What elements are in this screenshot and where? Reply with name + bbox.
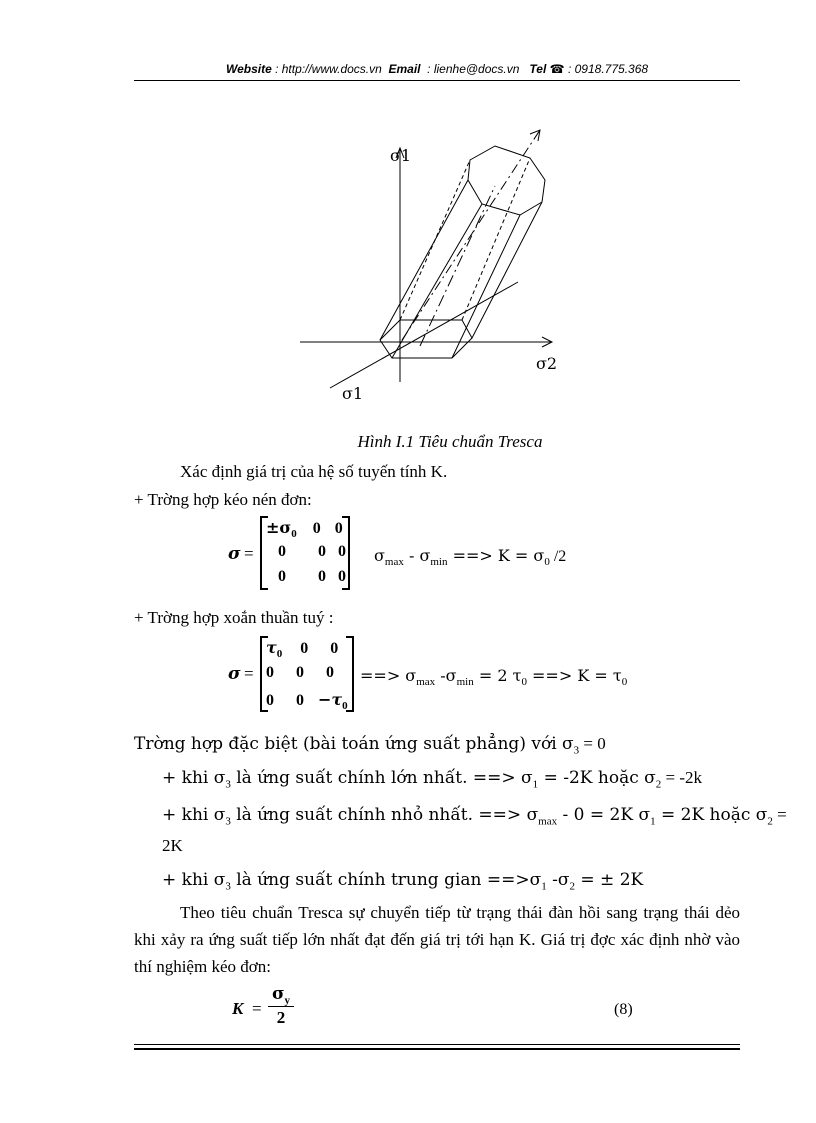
case2-m22: 0 bbox=[296, 664, 304, 681]
bullet-2-continuation: 2K bbox=[162, 836, 183, 855]
tel-label: Tel bbox=[529, 62, 547, 76]
phone-icon: ☎ bbox=[549, 62, 565, 76]
formula-eq: = bbox=[252, 999, 262, 1018]
case1-m33: 0 bbox=[338, 568, 346, 585]
case1-result: $\sigma_{max} - \sigma_{min}$ ==> $K = \sigma_0$ /2 bbox=[374, 546, 567, 569]
footer-rule-thin bbox=[134, 1044, 740, 1045]
case2-m12: 0 bbox=[300, 640, 309, 657]
case2-eq: = bbox=[244, 664, 254, 683]
website-label: Website bbox=[225, 62, 272, 76]
case1-title: + Trờng hợp kéo nén đơn: bbox=[134, 490, 312, 509]
case2-m13: 0 bbox=[330, 640, 339, 657]
bullet-3: + khi $\sigma_3$ là ứng suất chính trung gian $==>\sigma_1$ $-\sigma_2$ = ± 2K bbox=[162, 870, 644, 893]
case1-m12: 0 bbox=[312, 520, 321, 537]
case1-m11: ±σ bbox=[266, 518, 292, 537]
formula-denominator: 2 bbox=[276, 1008, 286, 1027]
figure-label-sigma1-top: σ1 bbox=[390, 146, 412, 165]
tel-number: : 0918.775.368 bbox=[567, 62, 649, 76]
formula-numerator: $\sigma_y$ bbox=[271, 984, 291, 1007]
case2-m11: τ bbox=[266, 638, 277, 657]
case1-m21: 0 bbox=[278, 543, 286, 560]
figure-label-sigma2: σ2 bbox=[536, 354, 558, 373]
formula-fraction-bar bbox=[268, 1006, 294, 1007]
case1-m13: 0 bbox=[334, 520, 343, 537]
tresca-paragraph: Theo tiêu chuẩn Tresca sự chuyển tiếp từ trạng thái đàn hồi sang trạng thái dẻo khi xảy ra ứng suất tiếp lớn nhất đạt đến giá trị tới hạn K. Giá trị đợc xác định nhờ vào thí nghiệm kéo đơn: bbox=[134, 903, 740, 976]
formula-number: (8) bbox=[614, 1001, 633, 1018]
case1-m23: 0 bbox=[338, 543, 346, 560]
case2-m32: 0 bbox=[296, 692, 304, 709]
case2-row3: 0 $0 -\tau_0$ bbox=[266, 690, 348, 713]
footer-rule-thick bbox=[134, 1048, 740, 1050]
case2-m33: −τ bbox=[318, 690, 343, 709]
case1-eq: = bbox=[244, 544, 254, 563]
figure-label-sigma1-left: σ1 bbox=[342, 384, 364, 403]
email-address: : lienhe@docs.vn bbox=[427, 62, 520, 76]
case1-sigma: σ bbox=[228, 544, 241, 564]
header-rule bbox=[134, 80, 740, 81]
special-case-line: Trờng hợp đặc biệt (bài toán ứng suất phẳng) với $\sigma_3 = 0$ bbox=[134, 734, 606, 757]
case1-row2 bbox=[278, 543, 346, 561]
case2-sigma: σ bbox=[228, 664, 241, 684]
case2-m21: 0 bbox=[266, 664, 274, 681]
case1-m32: 0 bbox=[318, 568, 326, 585]
case2-m23: 0 bbox=[326, 664, 334, 681]
case2-row2 bbox=[266, 664, 334, 682]
case1-row1: $\pm\sigma_0$ 0 0 bbox=[266, 518, 343, 541]
email-label: Email bbox=[388, 62, 421, 76]
bullet-1: + khi $\sigma_3$ là ứng suất chính lớn nhất. ==> $\sigma_1 = -2K$ hoặc $\sigma_2 = -2k$ bbox=[162, 768, 702, 791]
figure-caption: Hình I.1 Tiêu chuẩn Tresca bbox=[357, 432, 543, 451]
bullet-2: + khi $\sigma_3$ là ứng suất chính nhỏ nhất. ==> $\sigma_{max} - 0 = 2K$ $\sigma_1 = 2K$ hoặc $\sigma_2$ = bbox=[162, 805, 787, 828]
page-header bbox=[134, 62, 740, 76]
case1-row3 bbox=[278, 568, 346, 586]
formula-lhs: K bbox=[232, 999, 244, 1018]
intro-text: Xác định giá trị của hệ số tuyến tính K. bbox=[180, 462, 448, 481]
case2-result: ==> $\sigma_{max}$ $-\sigma_{min} = 2$ $\tau_0$ ==> $K = \tau_0$ bbox=[360, 666, 628, 689]
case2-title: + Trờng hợp xoắn thuần tuý : bbox=[134, 608, 334, 627]
case2-m31: 0 bbox=[266, 692, 274, 709]
case2-row1: $\tau_0$ 0 0 bbox=[266, 638, 339, 661]
sigma3-axis bbox=[330, 282, 518, 388]
website-url: : http://www.docs.vn bbox=[275, 62, 382, 76]
tresca-prism-figure bbox=[290, 120, 570, 410]
case1-m31: 0 bbox=[278, 568, 286, 585]
case1-m22: 0 bbox=[318, 543, 326, 560]
